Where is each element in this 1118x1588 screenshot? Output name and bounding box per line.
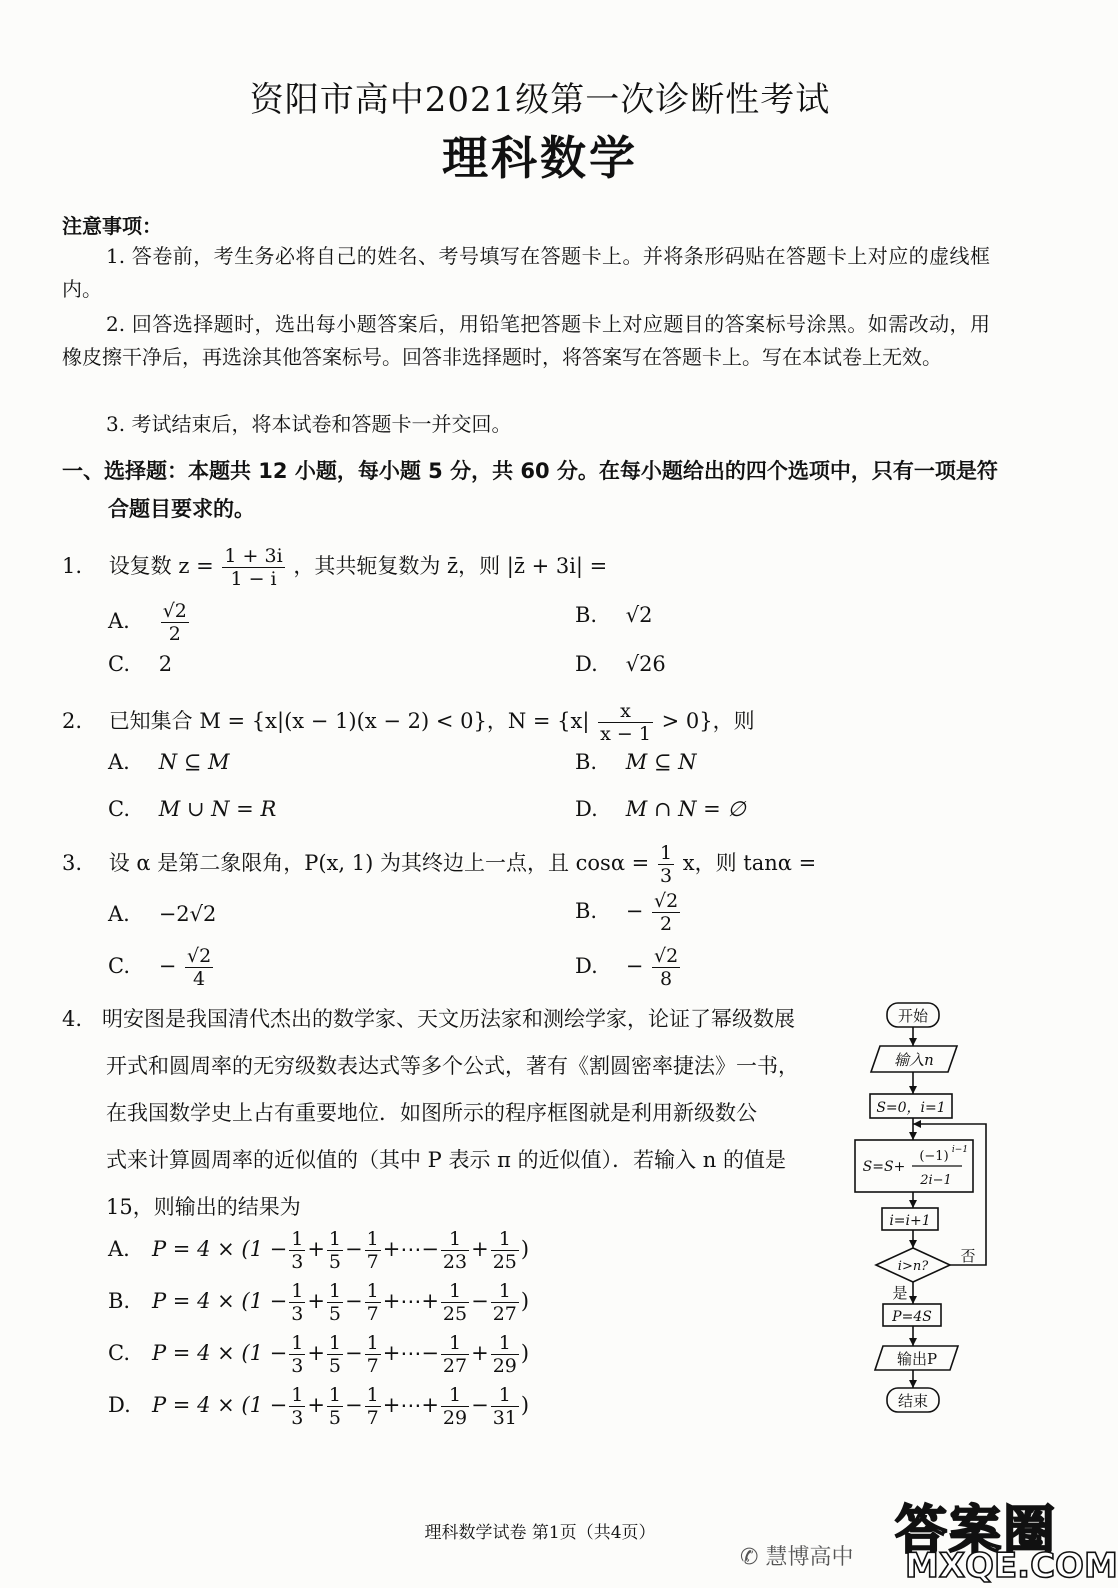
q4-line-5: 15，则输出的结果为	[106, 1195, 301, 1219]
option-label: C.	[108, 652, 130, 676]
fraction	[365, 1280, 381, 1325]
flow-cond-text: i>n?	[897, 1259, 929, 1274]
flow-update-den: 2i−1	[920, 1173, 952, 1188]
q2-option-c	[108, 797, 276, 821]
frac-den: 29	[442, 1407, 468, 1429]
q4-option-d	[108, 1384, 529, 1429]
fraction	[289, 1384, 305, 1429]
q2-option-a	[108, 750, 230, 774]
option-operator: +	[307, 1393, 325, 1417]
fraction	[441, 1384, 469, 1429]
frac-num: 1	[366, 1384, 379, 1406]
q3-option-c	[108, 945, 215, 990]
frac-den: 3	[291, 1251, 304, 1273]
frac-den: 29	[492, 1355, 517, 1377]
fraction	[441, 1280, 469, 1325]
option-close-paren: )	[520, 1289, 530, 1313]
option-text: √2	[625, 603, 653, 627]
question-1	[62, 545, 607, 590]
option-label: D.	[108, 1393, 131, 1417]
question-2	[62, 700, 755, 745]
flow-start-text: 开始	[897, 1007, 929, 1025]
frac-den: 4	[193, 968, 206, 990]
subject-title: 理科数学	[442, 131, 638, 185]
frac-num: 1	[441, 1332, 469, 1355]
option-prefix: P = 4 × (1 −	[152, 1237, 288, 1261]
flow-output-text: 输出P	[896, 1350, 938, 1368]
watermark-url: MXQE.COM	[905, 1546, 1118, 1586]
q2-fraction	[598, 700, 653, 745]
q4-line-2: 开式和圆周率的无穷级数表达式等多个公式，著有《割圆密率捷法》一书，	[106, 1054, 799, 1078]
flow-update-pre: S=S+	[862, 1159, 906, 1175]
option-label: A.	[108, 902, 130, 926]
option-operator: −	[345, 1341, 363, 1365]
option-operator: +⋯−	[382, 1237, 439, 1261]
option-label: C.	[108, 797, 130, 821]
q4-option-a	[108, 1228, 529, 1273]
q2-frac-num: x	[598, 700, 653, 723]
frac-num: √2	[186, 945, 212, 967]
frac-num: 1	[328, 1228, 342, 1250]
q1-option-d	[575, 652, 666, 676]
option-operator: +	[307, 1341, 325, 1365]
fraction	[491, 1332, 519, 1377]
option-operator: +	[307, 1289, 325, 1313]
frac-num: 1	[491, 1280, 519, 1303]
frac-den: 27	[492, 1303, 517, 1325]
frac-den: 27	[442, 1355, 468, 1377]
flow-input-text: 输入n	[894, 1051, 934, 1069]
flow-yes-label: 是	[892, 1284, 908, 1302]
wechat-icon: ✆	[740, 1545, 759, 1570]
question-number: 1.	[62, 554, 83, 578]
frac-num: √2	[653, 890, 679, 912]
frac-num: 1	[291, 1332, 304, 1354]
q3-option-c-frac	[185, 945, 213, 990]
q3-option-d-frac	[652, 945, 680, 990]
q1-stem-pre: 设复数 z =	[108, 554, 214, 578]
q4-line-1-text: 明安图是我国清代杰出的数学家、天文历法家和测绘学家，论证了幂级数展	[102, 1007, 795, 1031]
frac-num: 1	[328, 1280, 342, 1302]
q2-stem-pre: 已知集合 M = {x|(x − 1)(x − 2) < 0}，N = {x|	[108, 709, 590, 733]
option-prefix: P = 4 × (1 −	[152, 1341, 288, 1365]
program-flowchart	[850, 1000, 1000, 1420]
frac-den: 5	[328, 1407, 342, 1429]
section-heading-line2: 合题目要求的。	[108, 497, 255, 521]
frac-num: 1	[441, 1384, 469, 1407]
frac-den: 3	[291, 1355, 304, 1377]
fraction	[327, 1332, 343, 1377]
frac-num: √2	[653, 945, 679, 967]
option-sign: −	[625, 954, 644, 978]
q3-option-b-frac	[652, 890, 680, 935]
frac-den: 8	[660, 968, 673, 990]
q3-stem-post: x，则 tanα =	[682, 851, 817, 875]
fraction	[327, 1280, 343, 1325]
section-heading	[62, 452, 1002, 528]
frac-num: 1	[491, 1228, 519, 1251]
q4-option-b	[108, 1280, 529, 1325]
q2-stem-post: > 0}，则	[661, 709, 755, 733]
option-text: M ⊆ N	[625, 750, 697, 774]
question-number: 2.	[62, 709, 83, 733]
q4-line-1	[62, 996, 852, 1043]
option-text: M ∩ N = ∅	[625, 797, 746, 821]
frac-den: 5	[328, 1303, 342, 1325]
frac-num: 1	[366, 1280, 379, 1302]
option-text: M ∪ N = R	[158, 797, 277, 821]
option-label: C.	[108, 1341, 130, 1365]
fraction	[491, 1384, 519, 1429]
option-label: D.	[575, 797, 598, 821]
frac-num: √2	[162, 600, 187, 622]
option-label: B.	[575, 750, 598, 774]
option-operator: +	[471, 1341, 489, 1365]
q3-stem-pre: 设 α 是第二象限角，P(x, 1) 为其终边上一点，且 cosα =	[108, 851, 650, 875]
flow-calc-text: P=4S	[892, 1309, 932, 1325]
q4-option-c	[108, 1332, 529, 1377]
fraction	[441, 1332, 469, 1377]
frac-den: 25	[442, 1303, 468, 1325]
frac-den: 2	[660, 913, 673, 935]
option-label: A.	[108, 1237, 130, 1261]
q1-option-c	[108, 652, 172, 676]
q2-frac-den: x − 1	[600, 723, 651, 745]
frac-den: 2	[168, 623, 181, 645]
frac-den: 7	[366, 1407, 379, 1429]
q1-frac-den: 1 − i	[230, 568, 277, 590]
flow-update-num: (−1)	[919, 1149, 949, 1164]
wechat-source-text: 慧博高中	[765, 1545, 854, 1570]
frac-den: 7	[366, 1251, 379, 1273]
option-text: 2	[158, 652, 173, 676]
q1-stem-post: ，其共轭复数为 z̄，则 |z̄ + 3i| =	[293, 554, 608, 578]
option-label: D.	[575, 652, 598, 676]
frac-num: 1	[291, 1384, 304, 1406]
fraction	[289, 1280, 305, 1325]
fraction	[491, 1280, 519, 1325]
q4-line-3: 在我国数学史上占有重要地位．如图所示的程序框图就是利用新级数公	[106, 1101, 757, 1125]
q2-option-d	[575, 797, 746, 821]
frac-den: 5	[328, 1355, 342, 1377]
fraction	[491, 1228, 519, 1273]
option-text: −2√2	[158, 902, 217, 926]
frac-num: 1	[491, 1384, 519, 1407]
frac-den: 7	[366, 1355, 379, 1377]
question-3	[62, 842, 816, 887]
question-4	[62, 996, 852, 1231]
frac-num: 1	[491, 1332, 519, 1355]
q4-line-4: 式来计算圆周率的近似值的（其中 P 表示 π 的近似值）．若输入 n 的值是	[106, 1148, 787, 1172]
option-label: A.	[108, 750, 130, 774]
frac-num: 1	[441, 1280, 469, 1303]
frac-den: 3	[291, 1407, 304, 1429]
option-operator: −	[471, 1289, 489, 1313]
fraction	[365, 1332, 381, 1377]
page-footer: 理科数学试卷 第1页（共4页）	[424, 1523, 656, 1543]
section-heading-line1: 一、选择题：本题共 12 小题，每小题 5 分，共 60 分。在每小题给出的四个选项中，只有一项是符	[62, 459, 998, 483]
frac-den: 25	[492, 1251, 517, 1273]
option-text: √26	[625, 652, 666, 676]
wechat-source	[740, 1540, 853, 1571]
fraction	[327, 1384, 343, 1429]
frac-num: 1	[291, 1228, 304, 1250]
q3-option-a	[108, 902, 216, 926]
frac-num: 1	[366, 1228, 379, 1250]
option-operator: −	[345, 1393, 363, 1417]
option-close-paren: )	[520, 1341, 530, 1365]
flow-end-text: 结束	[897, 1392, 929, 1410]
watermark-logo: 答案圈	[895, 1501, 1058, 1561]
notice-item-3: 3. 考试结束后，将本试卷和答题卡一并交回。	[106, 412, 512, 436]
fraction	[365, 1228, 381, 1273]
option-operator: +⋯+	[382, 1393, 439, 1417]
option-label: B.	[575, 603, 598, 627]
option-label: B.	[108, 1289, 131, 1313]
option-prefix: P = 4 × (1 −	[152, 1289, 288, 1313]
frac-num: 1	[328, 1332, 342, 1354]
frac-num: 1	[291, 1280, 304, 1302]
frac-num: 1	[328, 1384, 342, 1406]
frac-num: 1	[366, 1332, 379, 1354]
option-operator: +	[471, 1237, 489, 1261]
fraction	[365, 1384, 381, 1429]
frac-den: 3	[291, 1303, 304, 1325]
q1-frac-num: 1 + 3i	[224, 545, 283, 567]
option-operator: −	[345, 1237, 363, 1261]
fraction	[441, 1228, 469, 1273]
notice-heading: 注意事项：	[62, 214, 162, 238]
option-operator: −	[345, 1289, 363, 1313]
flow-init-text: S=0，i=1	[876, 1100, 946, 1116]
option-operator: +⋯−	[382, 1341, 439, 1365]
q1-option-b	[575, 603, 652, 627]
q3-fraction	[658, 842, 674, 887]
notice-item-1: 1. 答卷前，考生务必将自己的姓名、考号填写在答题卡上。并将条形码贴在答题卡上对应的虚线框内。	[62, 244, 990, 301]
question-number: 4.	[62, 1007, 83, 1031]
q1-option-a-frac	[161, 600, 189, 645]
q3-option-d	[575, 945, 682, 990]
option-prefix: P = 4 × (1 −	[152, 1393, 288, 1417]
q3-frac-num: 1	[659, 842, 673, 864]
q3-frac-den: 3	[659, 865, 673, 887]
fraction	[289, 1332, 305, 1377]
fraction	[289, 1228, 305, 1273]
frac-den: 5	[328, 1251, 342, 1273]
q2-option-b	[575, 750, 697, 774]
option-label: B.	[575, 899, 598, 923]
option-close-paren: )	[520, 1237, 530, 1261]
option-close-paren: )	[520, 1393, 530, 1417]
frac-num: 1	[441, 1228, 469, 1251]
exam-title: 资阳市高中2021级第一次诊断性考试	[249, 80, 831, 120]
q1-option-a	[108, 600, 191, 645]
flow-no-label: 否	[960, 1247, 976, 1265]
question-number: 3.	[62, 851, 83, 875]
option-operator: +	[307, 1237, 325, 1261]
option-label: A.	[108, 609, 130, 633]
fraction	[327, 1228, 343, 1273]
notice-item-2: 2. 回答选择题时，选出每小题答案后，用铅笔把答题卡上对应题目的答案标号涂黑。如需改动，用橡皮擦干净后，再选涂其他答案标号。回答非选择题时，将答案写在答题卡上。写在本试卷上无效。	[62, 312, 990, 369]
frac-den: 23	[442, 1251, 468, 1273]
frac-den: 31	[492, 1407, 517, 1429]
flow-update-exp: i−1	[951, 1145, 969, 1155]
option-sign: −	[158, 954, 177, 978]
option-sign: −	[625, 899, 644, 923]
option-text: N ⊆ M	[158, 750, 230, 774]
q3-option-b	[575, 890, 682, 935]
option-label: D.	[575, 954, 598, 978]
option-operator: +⋯+	[382, 1289, 439, 1313]
flow-incr-text: i=i+1	[889, 1213, 931, 1229]
q1-fraction	[222, 545, 284, 590]
option-label: C.	[108, 954, 130, 978]
option-operator: −	[471, 1393, 489, 1417]
frac-den: 7	[366, 1303, 379, 1325]
